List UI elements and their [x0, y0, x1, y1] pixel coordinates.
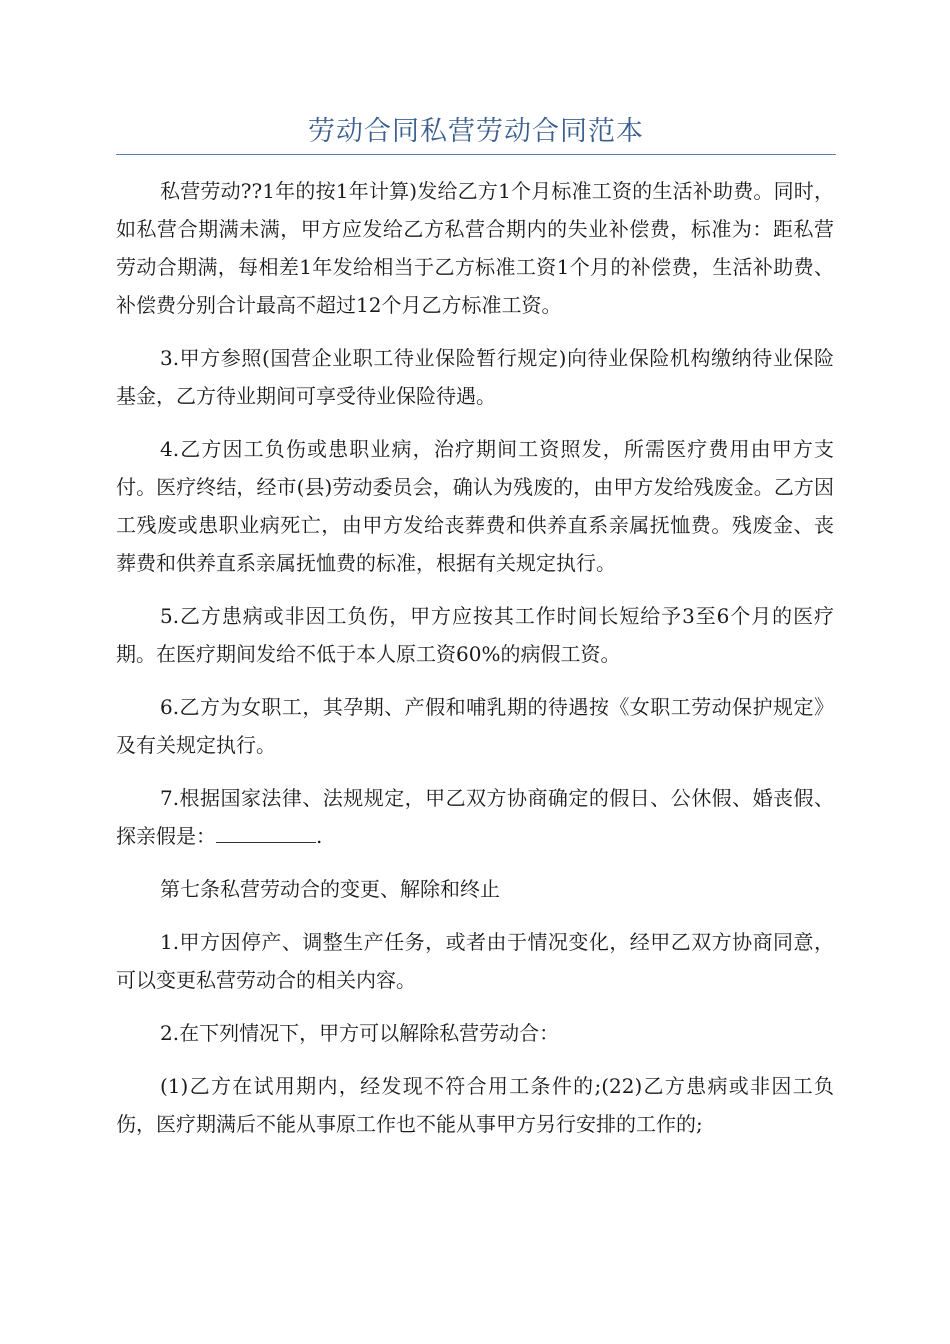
- blank-suffix: .: [316, 824, 323, 848]
- paragraph-with-blank: [116, 779, 834, 855]
- paragraph: 4.乙方因工负伤或患职业病，治疗期间工资照发，所需医疗费用由甲方支付。医疗终结，经市(县)劳动委员会，确认为残废的，由甲方发给残废金。乙方因工残废或患职业病死亡，由甲方发给丧葬费和供养直系亲属抚恤费。残废金、丧葬费和供养直系亲属抚恤费的标准，根据有关规定执行。: [116, 437, 834, 575]
- paragraph: 私营劳动??1年的按1年计算)发给乙方1个月标准工资的生活补助费。同时，如私营合期满未满，甲方应发给乙方私营合期内的失业补偿费，标准为：距私营劳动合期满，每相差1年发给相当于乙方标准工资1个月的补偿费，生活补助费、补偿费分别合计最高不超过12个月乙方标准工资。: [116, 179, 834, 317]
- fill-in-blank: [216, 822, 316, 843]
- paragraph-text: 7.根据国家法律、法规规定，甲乙双方协商确定的假日、公休假、婚丧假、探亲假是：: [116, 786, 834, 848]
- paragraph: 6.乙方为女职工，其孕期、产假和哺乳期的待遇按《女职工劳动保护规定》及有关规定执行。: [116, 695, 834, 757]
- title-underline: [116, 154, 836, 155]
- document-body: [116, 172, 834, 1158]
- paragraph: 1.甲方因停产、调整生产任务，或者由于情况变化，经甲乙双方协商同意，可以变更私营劳动合的相关内容。: [116, 930, 834, 992]
- section-heading: 第七条私营劳动合的变更、解除和终止: [160, 877, 500, 901]
- document-title: 劳动合同私营劳动合同范本: [308, 116, 644, 147]
- paragraph: 2.在下列情况下，甲方可以解除私营劳动合：: [160, 1021, 560, 1045]
- paragraph: 5.乙方患病或非因工负伤，甲方应按其工作时间长短给予3至6个月的医疗期。在医疗期间发给不低于本人原工资60%的病假工资。: [116, 604, 834, 666]
- paragraph: 3.甲方参照(国营企业职工待业保险暂行规定)向待业保险机构缴纳待业保险基金，乙方待业期间可享受待业保险待遇。: [116, 346, 834, 408]
- paragraph: (1)乙方在试用期内，经发现不符合用工条件的;(22)乙方患病或非因工负伤，医疗期满后不能从事原工作也不能从事甲方另行安排的工作的;: [116, 1074, 834, 1136]
